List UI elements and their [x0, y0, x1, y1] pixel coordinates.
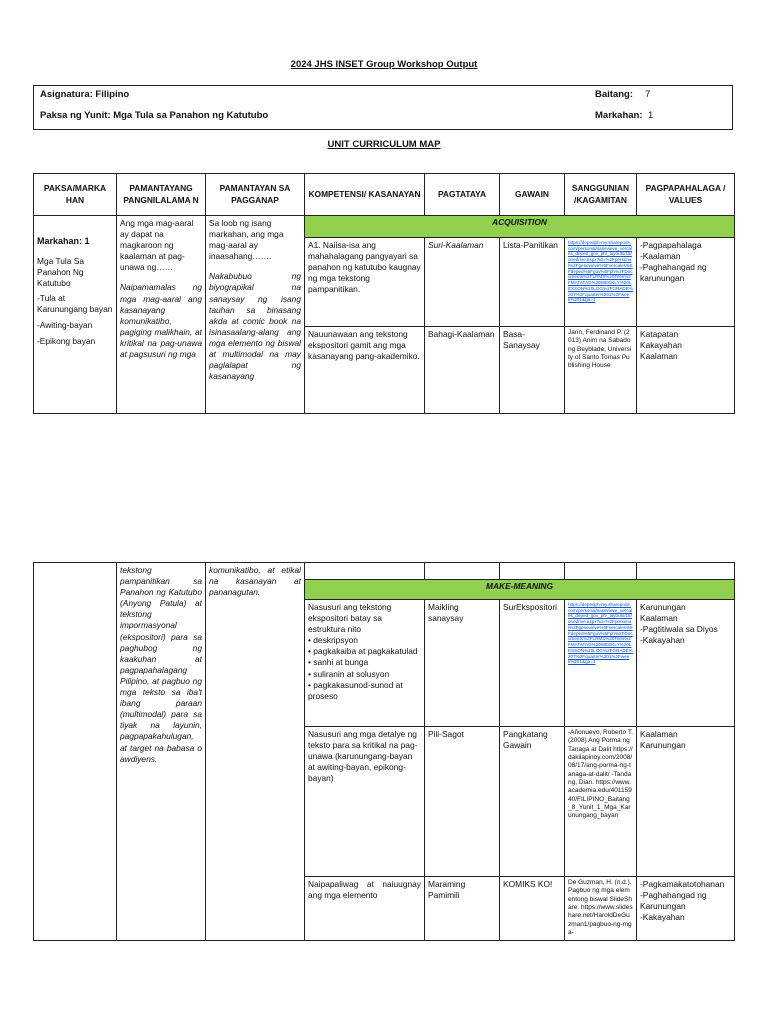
make-meaning-band: MAKE-MEANING	[305, 580, 735, 600]
pagtataya-cell: Pili-Sagot	[425, 727, 500, 877]
sanggunian-link[interactable]: https://depedph-my.sharepoint.com/personal/sasevieve_vercales_deped_gov_ph/_layouts/15/onedrive.aspx?id=%2Fpersonal%2Fgenevieve%5Fvercales%5Fdeped%5Fgov%5Fph%2FDocuments%2FLRMS%20Files%2FMATATAG%20WEEKLY%20LESSON%20LOG%2FGRADE%207%2Fquarter%201%2Fweek%201&ga=1	[568, 602, 633, 665]
paksa-item: -Awiting-bayan	[37, 320, 93, 331]
kompetensi-bullet: • suliranin at solusyon	[308, 668, 390, 679]
sanggunian-cell	[565, 600, 637, 727]
kompetensi-cell: A1. Naiisa-isa ang mahahalagang pangyayari sa panahon ng katutubo kaugnay ng mga tekstong pampanitikan.	[305, 238, 425, 327]
value-item: -Kakayahan	[640, 635, 685, 646]
curriculum-map-table-page1	[33, 173, 735, 414]
header-pagganap: PAMANTAYAN SA PAGGANAP	[206, 174, 305, 216]
header-paksa: PAKSA/MARKA HAN	[34, 174, 117, 216]
markahan-value: 1	[648, 110, 654, 121]
pangnilalaman-text: Naipamamalas ng mga mag-aaral ang kasanayang komunikatibo, pagiging malikhain, at kritikal na pag-unawa at pagsusuri ng mga	[120, 282, 202, 360]
header-pagtataya: PAGTATAYA	[425, 174, 500, 216]
value-item: Karunungan	[640, 740, 686, 751]
pangnilalaman-text: Ang mga mag-aaral ay dapat na magkaroon ng kaalaman at pag-unawa ng……	[120, 218, 194, 273]
gawain-cell: Basa-Sanaysay	[500, 327, 565, 414]
markahan-heading: Markahan: 1	[37, 236, 90, 246]
gawain-cell: Pangkatang Gawain	[500, 727, 565, 877]
values-cell	[637, 238, 735, 327]
values-cell	[637, 727, 735, 877]
kompetensi-bullet: • deskripsyon	[308, 635, 358, 646]
value-item: Kaalaman	[640, 613, 678, 624]
empty-cell	[637, 563, 735, 580]
map-title: UNIT CURRICULUM MAP	[327, 139, 441, 150]
paksa-cell-empty	[34, 563, 117, 941]
values-cell	[637, 600, 735, 727]
pangnilalaman-cell	[117, 216, 206, 414]
pagtataya-cell: Bahagi-Kaalaman	[425, 327, 500, 414]
gawain-cell: Lista-Panitikan	[500, 238, 565, 327]
pagganap-cell	[206, 563, 305, 941]
sanggunian-cell	[565, 727, 637, 877]
asignatura-label: Asignatura: Filipino	[40, 89, 130, 100]
value-item: -Kakayahan	[640, 912, 685, 923]
empty-cell	[565, 563, 637, 580]
pagtataya-cell: Suri-Kaalaman	[425, 238, 500, 327]
paksa-item: -Epikong bayan	[37, 336, 96, 347]
pangnilalaman-text: tekstong pampanitikan sa Panahon ng Katutubo (Anyong Patula) at tekstong impormasyonal (ekspositori) para sa paghubog ng kaakuhan at pagpapahalagang Pilipino, at pagbuo ng mga teksto sa iba't ibang paraan (multimodal) para sa tiyak na layunin, pagpapakahulugan, at target na babasa o awdiyens.	[120, 565, 202, 764]
value-item: Kaalaman	[640, 351, 678, 362]
value-item: -Pagpapahalaga	[640, 240, 702, 250]
value-item: -Paghahangad ng Karunungan	[640, 890, 707, 912]
value-item: Kaalaman	[640, 729, 678, 739]
empty-cell	[425, 563, 500, 580]
header-gawain: GAWAIN	[500, 174, 565, 216]
value-item: -Pagtitiwala sa Diyos	[640, 624, 718, 635]
kompetensi-bullet: • pagkakasunod-sunod at proseso	[308, 679, 403, 701]
document-title: 2024 JHS INSET Group Workshop Output	[290, 59, 478, 70]
paksa-cell	[34, 216, 117, 414]
baitang-label: Baitang:	[595, 89, 633, 100]
kompetensi-cell	[305, 600, 425, 727]
acquisition-band: ACQUISITION	[305, 216, 735, 238]
info-box	[33, 85, 733, 130]
sanggunian-cell	[565, 238, 637, 327]
value-item: -Paghahangad ng karunungan	[640, 262, 707, 284]
kompetensi-cell: Nauunawaan ang tekstong ekspositori gamit ang mga kasanayang pang-akademiko.	[305, 327, 425, 414]
sanggunian-text: -Añonuevo, Roberto T. (2008) Ang Porma ng Tanaga at Dalit https://dakilapinoy.com/2008/08/17/ang-porma-ng-tanaga-at-dalit/ -Tandang, Dian. https://www.academia.edu/40115940/FILIPINO_Baitang_8_Yunit_1_Mga_Karunungang_bayan	[568, 729, 633, 820]
paksa-title: Mga Tula Sa Panahon Ng Katutubo	[37, 255, 85, 289]
header-pangnilalaman: PAMANTAYANG PANGNILALAMA N	[117, 174, 206, 216]
value-item: -Kaalaman	[640, 251, 681, 262]
sanggunian-cell	[565, 327, 637, 414]
values-cell	[637, 327, 735, 414]
baitang-value: 7	[645, 89, 651, 100]
kompetensi-cell: Naipapaliwag at naiuugnay ang mga elemento	[305, 877, 425, 941]
gawain-cell: KOMIKS KO!	[500, 877, 565, 941]
pagganap-text: Sa loob ng isang markahan, ang mga mag-aaral ay inaasahang…….	[209, 218, 284, 262]
markahan-label: Markahan:	[595, 110, 643, 121]
gawain-cell: SurEkspositori	[500, 600, 565, 727]
kompetensi-intro: Nasusuri ang tekstong ekspositori batay sa estruktura nito	[308, 602, 392, 635]
empty-cell	[500, 563, 565, 580]
pagganap-text: Nakabubuo ng biyograpikal na sanaysay ng isang tauhan sa binasang akda at comic book na isinasaalang-alang ang mga elemento ng biswal at multimodal na may paglalapat ng kasanayang	[209, 271, 301, 382]
paksa-item: -Tula at Karunungang bayan	[37, 293, 113, 315]
sanggunian-text: De Guzman, H. (n.d.). Pagbuo ng mga elementong biswal SlideShare. https://www.slideshare.net/HaroldDeGuzman1/pagbuo-ng-mga-	[568, 879, 633, 936]
value-item: Katapatan	[640, 329, 679, 339]
header-row	[34, 174, 735, 216]
pagtataya-cell: Maikling sanaysay	[425, 600, 500, 727]
curriculum-map-table-page2	[33, 562, 735, 941]
sanggunian-cell	[565, 877, 637, 941]
values-cell	[637, 877, 735, 941]
kompetensi-bullet: • sanhi at bunga	[308, 657, 369, 668]
header-sanggunian: SANGGUNIAN /KAGAMITAN	[565, 174, 637, 216]
kompetensi-cell: Nasusuri ang mga detalye ng teksto para sa kritikal na pag-unawa (karunungang-bayan at awiting-bayan, epikong-bayan)	[305, 727, 425, 877]
value-item: Karunungan	[640, 602, 686, 612]
value-item: -Pagkamakatotohanan	[640, 879, 725, 889]
paksa-label: Paksa ng Yunit: Mga Tula sa Panahon ng Katutubo	[40, 110, 269, 121]
sanggunian-text: Jarin, Ferdinand P. (2013) Anim na Sabado ng Beyblade, University of Santo Tomas Publishing House	[568, 329, 632, 370]
empty-cell	[305, 563, 425, 580]
header-values: PAGPAPAHALAGA / VALUES	[637, 174, 735, 216]
header-kompetensi: KOMPETENSI/ KASANAYAN	[305, 174, 425, 216]
pagganap-cell	[206, 216, 305, 414]
pagganap-text: komunikatibo, at etikal na kasanayan at pananagutan.	[209, 565, 301, 598]
value-item: Kakayahan	[640, 340, 682, 351]
kompetensi-bullet: • pagkakaiba at pagkakatulad	[308, 646, 418, 657]
sanggunian-link[interactable]: https://depedph-my.sharepoint.com/personal/sasevieve_vercales_deped_gov_ph/_layouts/15/onedrive.aspx?id=%2Fpersonal%2Fgenevieve%5Fvercales%5Fdeped%5Fgov%5Fph%2FDocuments%2FLRMS%20Files%2FMATATAG%20WEEKLY%20LESSON%20LOG%2FGRADE%207%2Fquarter%201%2Fweek%201&ga=1	[568, 240, 633, 303]
pangnilalaman-cell	[117, 563, 206, 941]
pagtataya-cell: Maraming Pamimili	[425, 877, 500, 941]
